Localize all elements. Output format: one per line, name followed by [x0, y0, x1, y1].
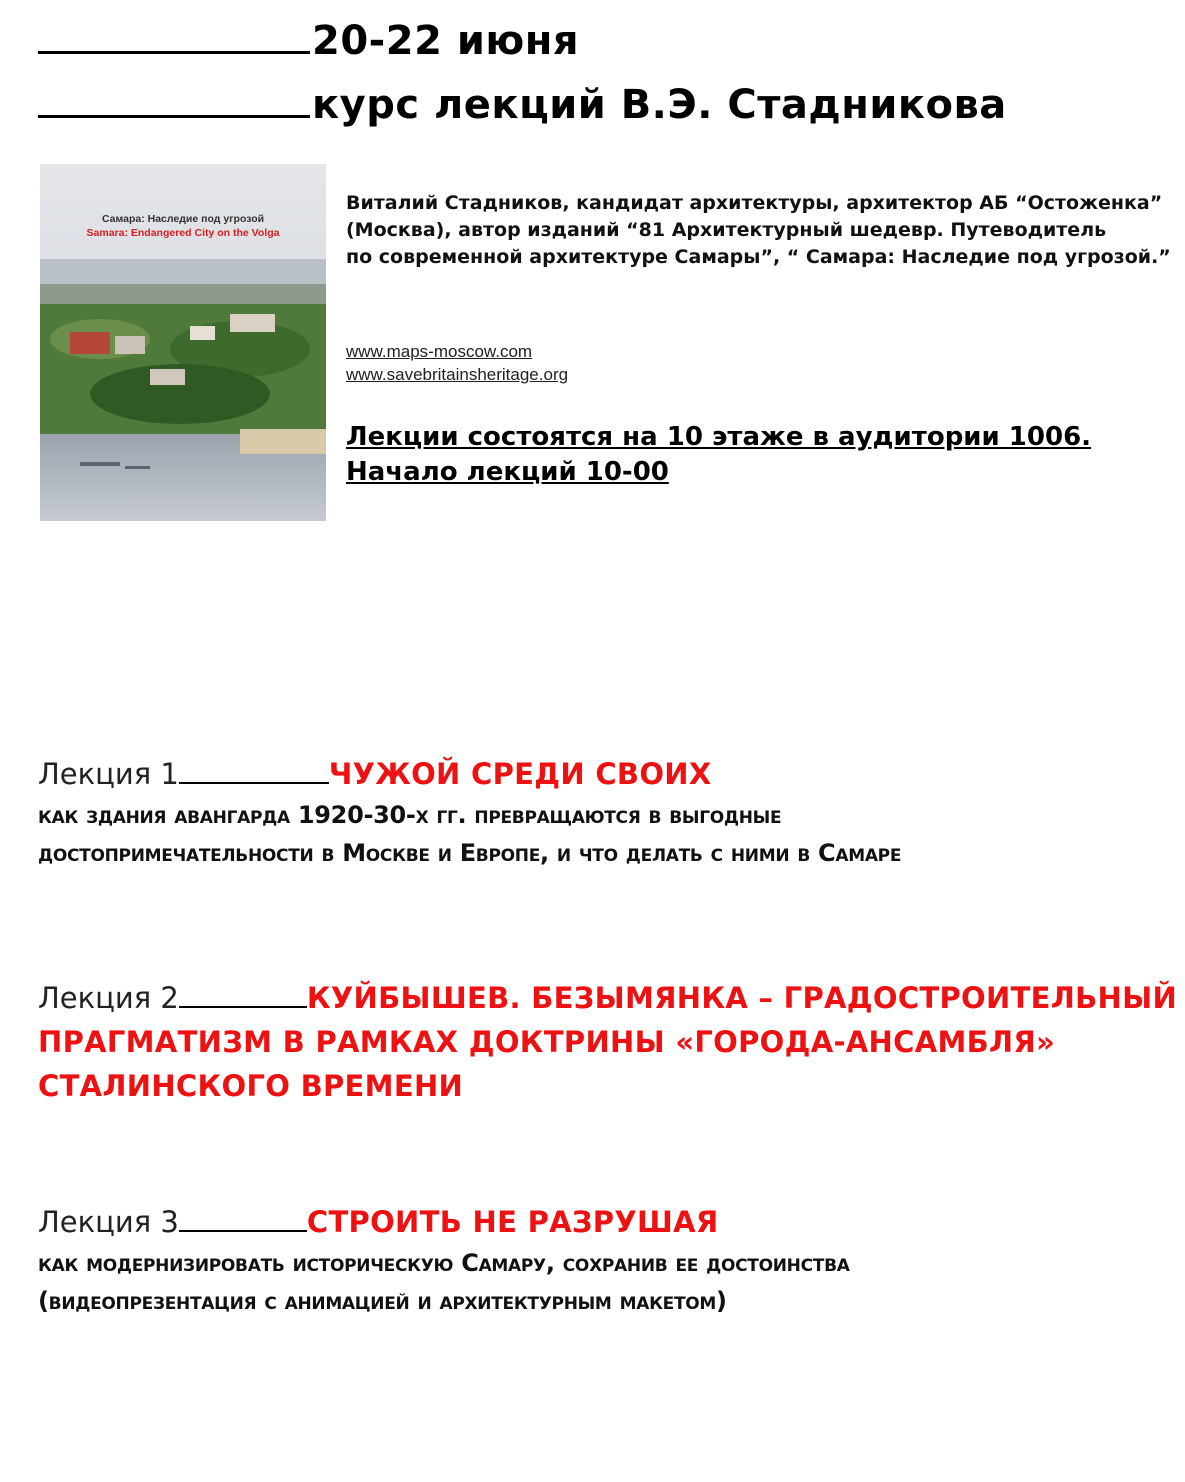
link-savebritainsheritage[interactable]: www.savebritainsheritage.org: [346, 365, 569, 384]
venue-location: Лекции состоятся на 10 этаже в аудитории 1006.: [346, 422, 1092, 452]
lecture-rule: [179, 980, 307, 1008]
lecture-3: [38, 1200, 1158, 1320]
book-cover-image: [40, 164, 326, 521]
lecture-label: Лекция 2: [38, 981, 179, 1015]
lecture-description: как здания авангарда 1920-30-х гг. превращаются в выгодные: [38, 801, 782, 829]
lecture-rule: [179, 756, 329, 784]
links-block: [346, 340, 568, 386]
header-underline-rule: [38, 81, 310, 118]
lecture-title: СТРОИТЬ НЕ РАЗРУШАЯ: [306, 1205, 719, 1239]
bio-line: по современной архитектуре Самары”, “ Самара: Наследие под угрозой.”: [346, 246, 1171, 268]
venue-info: [346, 420, 1091, 490]
lecture-title: КУЙБЫШЕВ. БЕЗЫМЯНКА – ГРАДОСТРОИТЕЛЬНЫЙ: [306, 981, 1178, 1015]
header-course-title: курс лекций В.Э. Стадникова: [312, 82, 1007, 128]
lecture-description: (видеопрезентация с анимацией и архитектурным макетом): [38, 1287, 727, 1315]
lecture-title-continuation: СТАЛИНСКОГО ВРЕМЕНИ: [38, 1069, 464, 1103]
venue-start-time: Начало лекций 10-00: [346, 457, 669, 487]
lecture-rule: [179, 1204, 307, 1232]
header-course-line: [38, 80, 1007, 130]
lecture-1: [38, 752, 1158, 872]
lecture-label: Лекция 3: [38, 1205, 179, 1239]
bio-line: Виталий Стадников, кандидат архитектуры, архитектор АБ “Остоженка”: [346, 192, 1163, 214]
cover-title-english: Samara: Endangered City on the Volga: [86, 227, 280, 239]
lecture-heading: [38, 752, 1158, 796]
lecture-title: ЧУЖОЙ СРЕДИ СВОИХ: [328, 757, 712, 791]
lecture-title-continuation: ПРАГМАТИЗМ В РАМКАХ ДОКТРИНЫ «ГОРОДА-АНСАМБЛЯ»: [38, 1025, 1056, 1059]
bio-line: (Москва), автор изданий “81 Архитектурный шедевр. Путеводитель: [346, 219, 1107, 241]
lecture-heading: [38, 1200, 1158, 1244]
header-underline-rule: [38, 17, 310, 54]
header-dates: 20-22 июня: [312, 18, 580, 64]
header-dates-line: [38, 16, 579, 66]
lecture-description: достопримечательности в Москве и Европе, и что делать с ними в Самаре: [38, 839, 902, 867]
cover-title-russian: Самара: Наследие под угрозой: [101, 213, 265, 225]
lecture-label: Лекция 1: [38, 757, 179, 791]
author-bio: [346, 190, 1171, 271]
lecture-heading: [38, 976, 1178, 1020]
lecture-2: [38, 976, 1178, 1108]
lecture-description: как модернизировать историческую Самару, сохранив ее достоинства: [38, 1249, 850, 1277]
link-maps-moscow[interactable]: www.maps-moscow.com: [346, 342, 533, 361]
